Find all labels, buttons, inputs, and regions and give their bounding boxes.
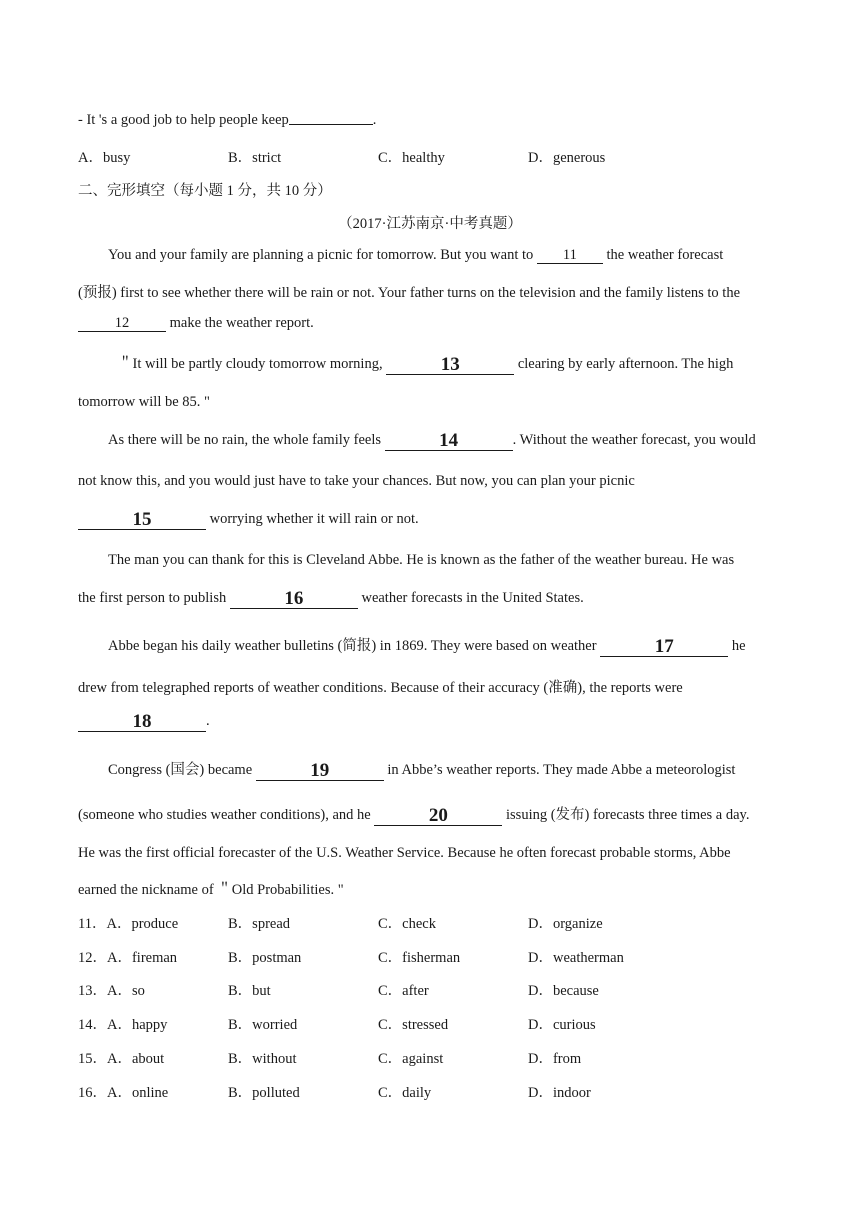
option-b: B．worried [228, 1017, 298, 1033]
passage-line: He was the first official forecaster of the U.S. Weather Service. Because he often forecast probable storms, Abbe [78, 845, 731, 861]
question-row: 15．A．about [78, 1051, 165, 1067]
passage-line: the first person to publish 16 weather forecasts in the United States. [78, 588, 584, 609]
passage-line: 18 . [78, 712, 210, 732]
passage-line: You and your family are planning a picnic for tomorrow. But you want to 11 the weather forecast [108, 247, 724, 263]
question-row: 16．A．online [78, 1085, 169, 1101]
intro-question-text: - It 's a good job to help people keep [78, 112, 289, 128]
passage-line: earned the nickname of ＂Old Probabilities. " [78, 882, 344, 898]
section-source: （2017·江苏南京·中考真题） [338, 216, 522, 232]
option-b: B．without [228, 1051, 297, 1067]
blank-19: 19 [256, 761, 384, 781]
option-b: B．strict [228, 150, 282, 166]
passage-line: Congress (国会) became 19 in Abbe’s weather reports. They made Abbe a meteorologist [108, 760, 736, 781]
passage-line: The man you can thank for this is Cleveland Abbe. He is known as the father of the weather bureau. He was [108, 552, 735, 568]
option-b: B．polluted [228, 1085, 300, 1101]
passage-line: 12 make the weather report. [78, 315, 314, 332]
passage-line: not know this, and you would just have to take your chances. But now, you can plan your picnic [78, 473, 635, 489]
option-d: D．organize [528, 916, 603, 932]
option-d: D．indoor [528, 1085, 591, 1101]
option-d: D．because [528, 983, 599, 999]
option-c: C．daily [378, 1085, 432, 1101]
blank-18: 18 [78, 712, 206, 732]
option-c: C．against [378, 1051, 444, 1067]
option-d: D．from [528, 1051, 582, 1067]
option-b: B．postman [228, 950, 302, 966]
intro-question: - It 's a good job to help people keep . [78, 112, 377, 128]
blank-14: 14 [385, 431, 513, 451]
passage-line: drew from telegraphed reports of weather conditions. Because of their accuracy (准确), the reports were [78, 680, 683, 696]
question-row: 12．A．fireman [78, 950, 178, 966]
option-c: C．stressed [378, 1017, 449, 1033]
blank-11: 11 [537, 248, 603, 264]
question-row: 14．A．happy [78, 1017, 168, 1033]
option-b: B．but [228, 983, 271, 999]
passage-line: (someone who studies weather conditions), and he 20 issuing (发布) forecasts three times a day. [78, 805, 750, 826]
option-c: C．fisherman [378, 950, 461, 966]
option-d: D．weatherman [528, 950, 624, 966]
option-c: C．check [378, 916, 436, 932]
option-b: B．spread [228, 916, 291, 932]
question-row: 13．A．so [78, 983, 145, 999]
blank-15: 15 [78, 510, 206, 530]
passage-line: As there will be no rain, the whole family feels 14 . Without the weather forecast, you would [108, 430, 756, 451]
blank-13: 13 [386, 355, 514, 375]
passage-line: 15 worrying whether it will rain or not. [78, 510, 419, 530]
option-d: D．generous [528, 150, 606, 166]
option-d: D．curious [528, 1017, 596, 1033]
passage-line: Abbe began his daily weather bulletins (简报) in 1869. They were based on weather 17 he [108, 636, 746, 657]
answer-blank [289, 112, 373, 125]
passage-line: tomorrow will be 85. " [78, 394, 210, 410]
section-heading: 二、完形填空（每小题 1 分，共 10 分） [78, 183, 332, 199]
blank-20: 20 [374, 806, 502, 826]
passage-line: (预报) first to see whether there will be rain or not. Your father turns on the television and the family listens to the [78, 285, 741, 301]
question-row: 11．A．produce [78, 916, 179, 932]
blank-16: 16 [230, 589, 358, 609]
option-c: C．healthy [378, 150, 445, 166]
blank-17: 17 [600, 637, 728, 657]
blank-12: 12 [78, 316, 166, 332]
option-a: A．busy [78, 150, 131, 166]
passage-line: ＂It will be partly cloudy tomorrow morning, 13 clearing by early afternoon. The high [118, 354, 734, 375]
option-c: C．after [378, 983, 429, 999]
